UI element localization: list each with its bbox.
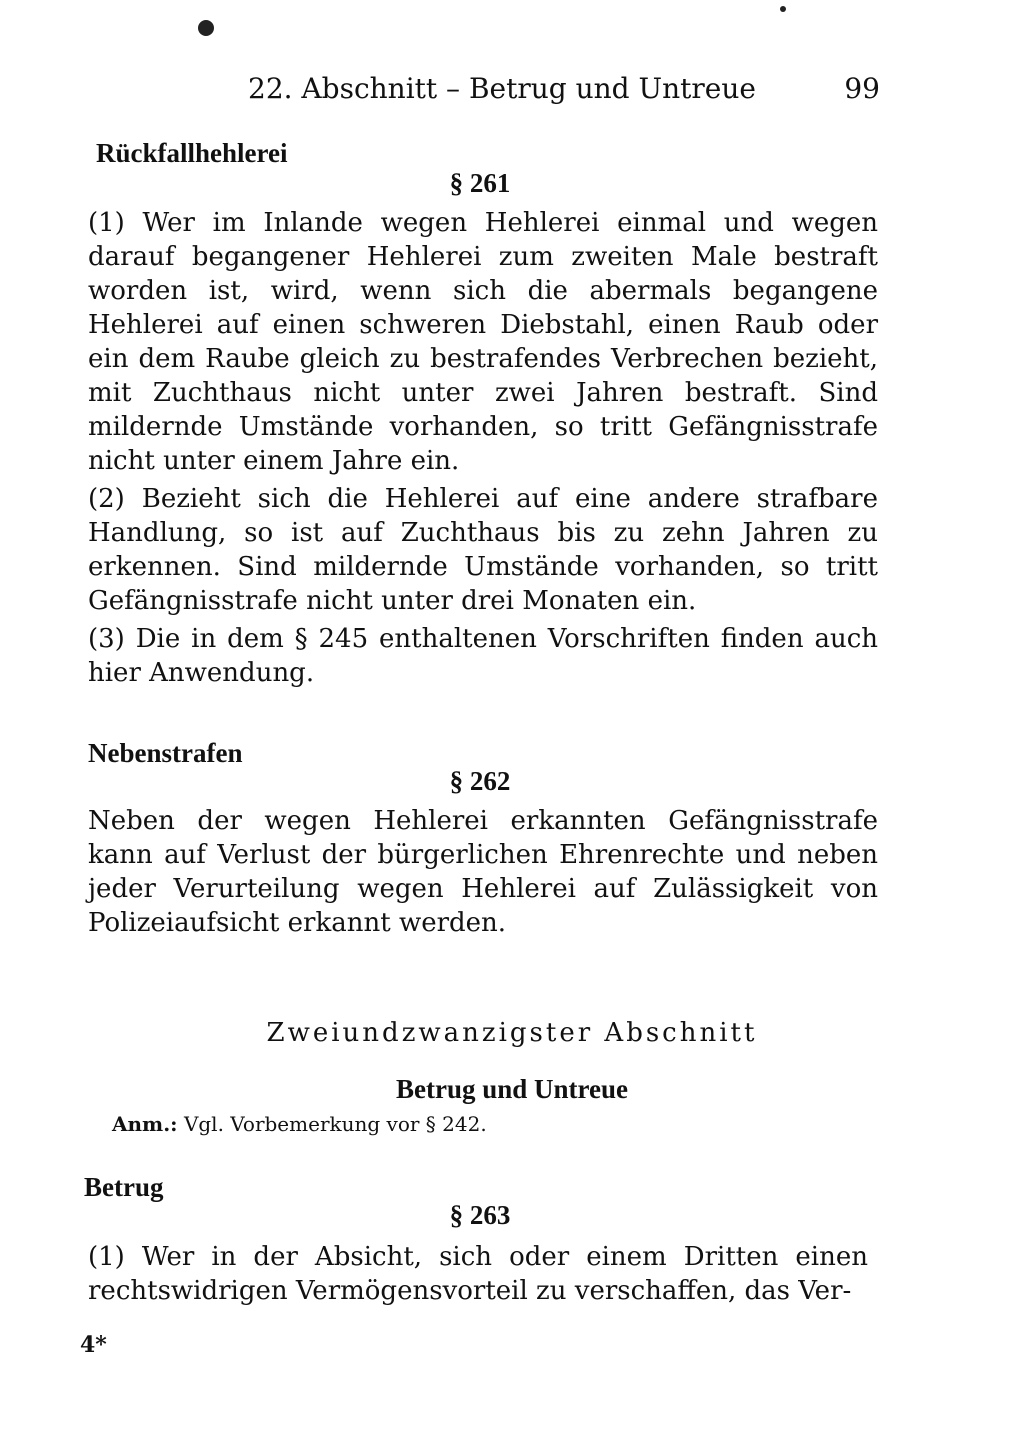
section-263-body: [88, 1240, 868, 1312]
ink-speck: [198, 20, 214, 36]
paragraph-number-263: § 263: [449, 1200, 511, 1230]
section-262-text: Neben der wegen Hehlerei erkannten Gefängnisstrafe kann auf Verlust der bürgerlichen Ehrenrechte und neben jeder Verurteilung wegen Hehlerei auf Zulässigkeit von Polizeiaufsicht erkannt werden.: [88, 806, 878, 938]
section-261-clause-3: (3) Die in dem § 245 enthaltenen Vorschriften finden auch hier Anwendung.: [88, 624, 878, 688]
section-261-clause-2: (2) Bezieht sich die Hehlerei auf eine andere strafbare Handlung, so ist auf Zuchthaus bis zu zehn Jahren zu erkennen. Sind mildernde Umstände vorhanden, so tritt Gefängnisstrafe nicht unter drei Monaten ein.: [88, 484, 878, 616]
section-261-body: [88, 206, 878, 694]
section-261-clause-1: (1) Wer im Inlande wegen Hehlerei einmal und wegen darauf begangener Hehlerei zum zweiten Male bestraft worden ist, wird, wenn sich die abermals begangene Hehlerei auf einen schweren Diebstahl, einen Raub oder ein dem Raube gleich zu bestrafendes Verbrechen bezieht, mit Zuchthaus nicht unter zwei Jahren bestraft. Sind mildernde Umstände vorhanden, so tritt Gefängnisstrafe nicht unter einem Jahre ein.: [88, 208, 878, 476]
chapter-heading: Zweiundzwanzigster Abschnitt: [266, 1018, 758, 1048]
chapter-note: [112, 1112, 487, 1136]
signature-mark: 4*: [80, 1332, 107, 1358]
margin-title-nebenstrafen: Nebenstrafen: [88, 738, 243, 768]
page-number: 99: [844, 72, 880, 105]
ink-speck: [780, 6, 786, 12]
paragraph-number-262: § 262: [449, 766, 511, 796]
margin-title-rueckfallhehlerei: Rückfallhehlerei: [96, 138, 288, 168]
margin-title-betrug: Betrug: [84, 1172, 164, 1202]
running-header: [248, 72, 880, 116]
running-title: 22. Abschnitt – Betrug und Untreue: [248, 72, 756, 105]
paragraph-number-261: § 261: [449, 168, 511, 198]
note-text: Vgl. Vorbemerkung vor § 242.: [183, 1112, 487, 1136]
note-label: Anm.:: [112, 1112, 178, 1136]
section-263-clause-1: (1) Wer in der Absicht, sich oder einem Dritten einen rechtswidrigen Vermögensvorteil zu verschaffen, das Ver-: [88, 1242, 868, 1306]
chapter-title: Betrug und Untreue: [395, 1074, 629, 1104]
section-262-body: [88, 804, 878, 944]
